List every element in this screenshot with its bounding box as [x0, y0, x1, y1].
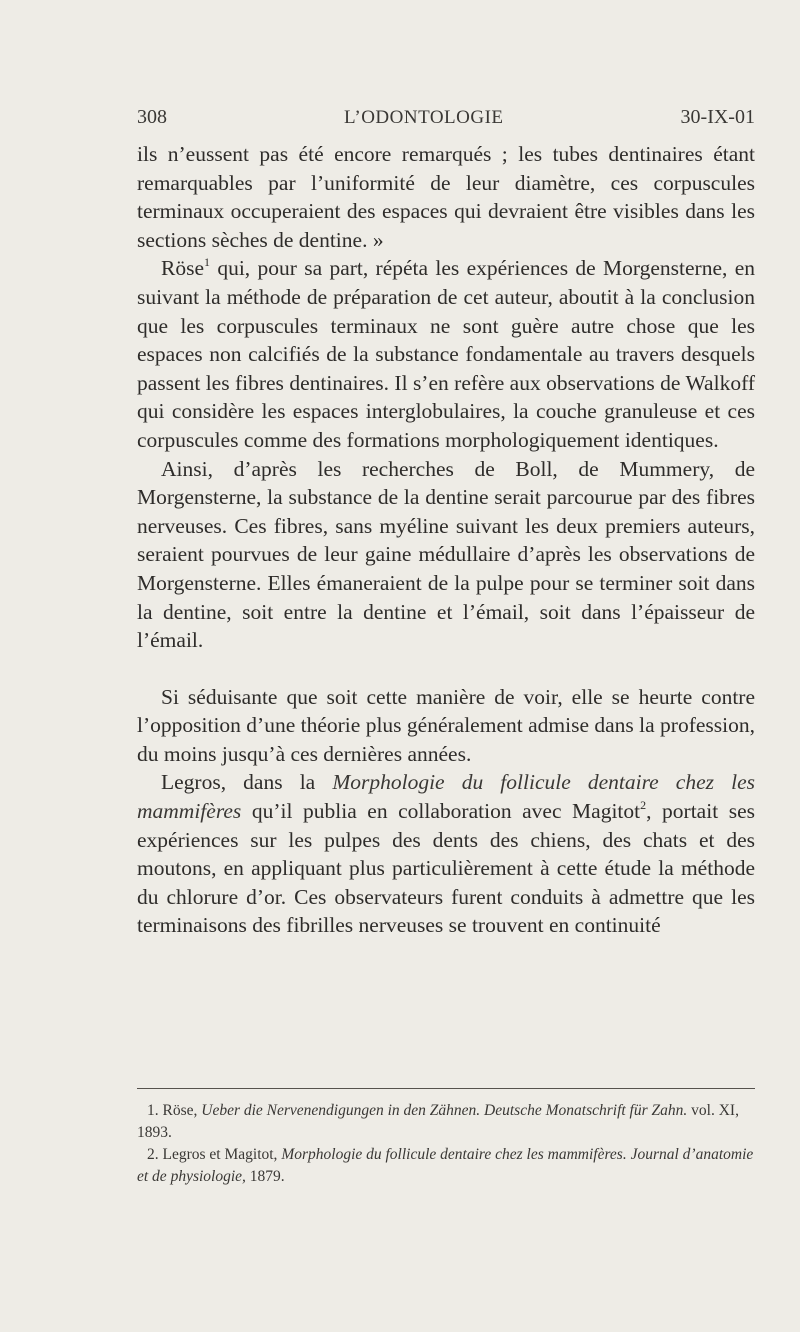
paragraph-5-start: Legros, dans la — [161, 770, 333, 795]
paragraph-4: Si séduisante que soit cette manière de voir, elle se heurte contre l’opposition d’une théorie plus généralement admise dans la profession, du moins jusqu’à ces dernières années. — [137, 684, 755, 766]
paragraph-5-end: , portait ses expériences sur les pulpes des dents des chiens, des chats et des moutons, en appliquant plus particulièrement à cette étude la méthode du chlorure d’or. Ces observateurs furent conduits à admettre que les terminaisons des fibrilles nerveuses se trouvent en continuité — [137, 799, 755, 938]
footnote-1-title: Ueber die Nervenendigungen in den Zähnen. Deutsche Monatschrift für Zahn. — [201, 1102, 688, 1119]
paragraph-3: Ainsi, d’après les recherches de Boll, de Mummery, de Morgensterne, la substance de la dentine serait parcourue par des fibres nerveuses. Ces fibres, sans myéline suivant les deux premiers auteurs, seraient pourvues de leur gaine médullaire d’après les observations de Morgensterne. Elles émaneraient de la pulpe pour se terminer soit dans la dentine, soit entre la dentine et l’émail, soit dans l’épaisseur de l’émail. — [137, 456, 755, 653]
footnotes — [137, 1100, 755, 1188]
footnote-1-details: vol. XI, 1893. — [137, 1102, 739, 1141]
footnote-1-number: 1. — [147, 1102, 159, 1119]
footnote-1-author: Röse, — [158, 1102, 202, 1119]
paragraph-2-text: qui, pour sa part, répéta les expériences de Morgensterne, en suivant la méthode de préparation de cet auteur, aboutit à la conclusion que les corpuscules terminaux ne sont guère autre chose que les espaces non calcifiés de la substance fondamentale au travers desquels passent les fibres dentinaires. Il s’en refère aux observations de Walkoff qui considère les espaces interglobulaires, la couche granuleuse et ces corpuscules comme des formations morphologiquement identiques. — [137, 256, 755, 452]
paragraph-2 — [137, 254, 755, 454]
footnote-ref-2: 2 — [640, 798, 647, 813]
footnote-divider — [137, 1088, 755, 1089]
footnote-2-number: 2. — [147, 1146, 159, 1163]
footnote-2 — [137, 1144, 755, 1188]
footnote-1 — [137, 1100, 755, 1144]
footnote-2-title: Morphologie du follicule dentaire chez les mammifères. Journal d’anatomie et de physiologie, — [137, 1146, 754, 1185]
page-number: 308 — [137, 106, 167, 128]
paragraph-5-mid: qu’il publia en collaboration avec Magitot — [241, 799, 641, 824]
footnote-2-author: Legros et Magitot, — [158, 1146, 282, 1163]
paragraph-1: ils n’eussent pas été encore remarqués ; les tubes dentinaires étant remarquables par l’uniformité de leur diamètre, ces corpuscules terminaux occuperaient des espaces qui devraient être visibles dans les sections sèches de dentine. » — [137, 142, 755, 252]
paragraph-5 — [137, 768, 755, 940]
body-text — [137, 140, 755, 940]
issue-date: 30-IX-01 — [680, 106, 755, 128]
page-header — [137, 106, 755, 138]
paragraph-2-start: Röse — [161, 256, 204, 281]
footnote-ref-1: 1 — [204, 255, 210, 270]
cited-work-title: Morphologie du follicule dentaire chez les mammifères — [137, 770, 756, 824]
footnote-2-details: 1879. — [245, 1168, 285, 1185]
running-title: L’ODONTOLOGIE — [344, 107, 504, 128]
